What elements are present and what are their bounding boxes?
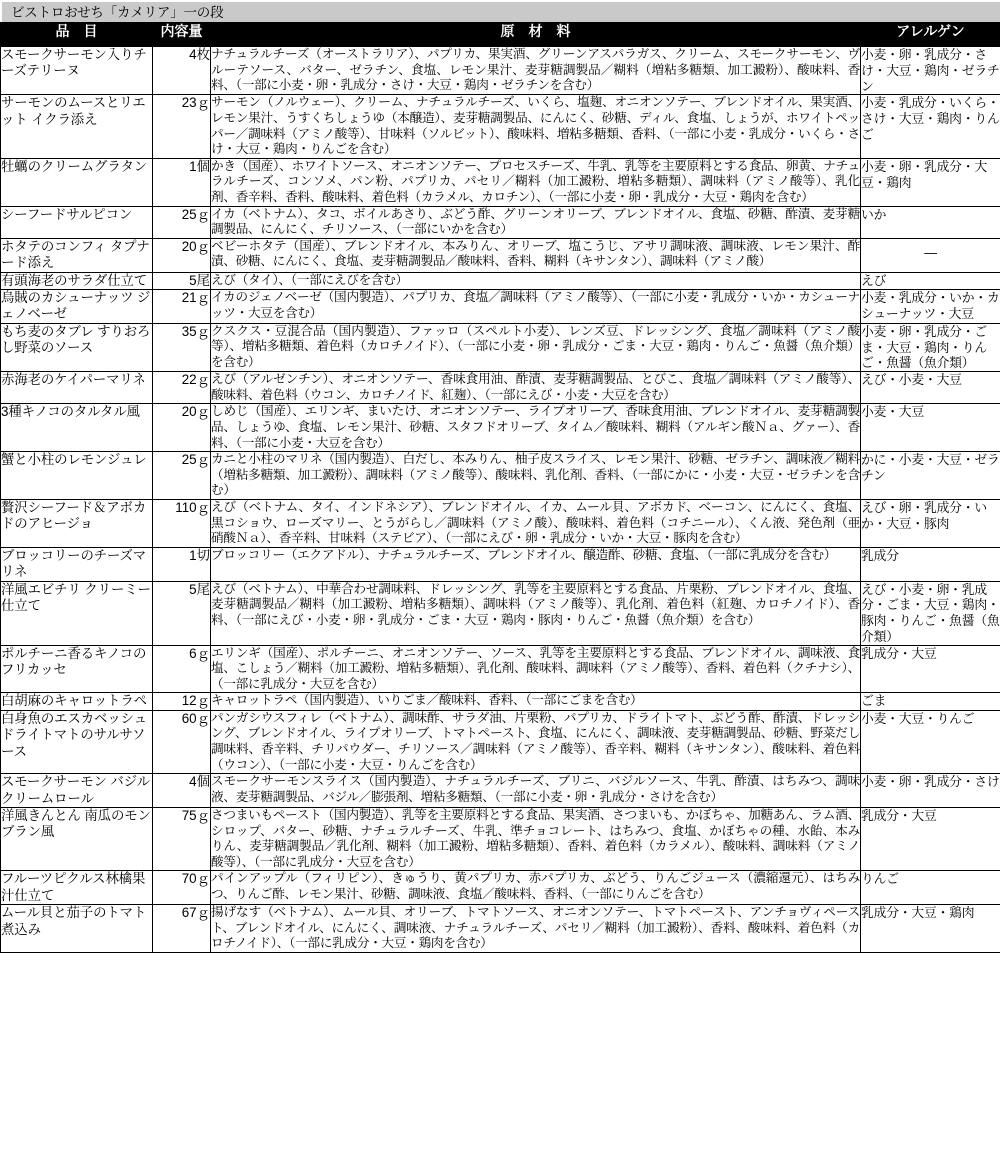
product-title-bar <box>0 0 1000 22</box>
cell-item: ムール貝と茄子のトマト煮込み <box>1 905 153 953</box>
cell-quantity: 12ｇ <box>153 693 211 710</box>
cell-allergen: 乳成分・大豆 <box>861 808 1000 871</box>
table-row <box>1 206 1000 238</box>
cell-allergen: 小麦・卵・乳成分・大豆・鶏肉 <box>861 158 1000 206</box>
cell-item: ブロッコリーのチーズマリネ <box>1 547 153 581</box>
cell-quantity: 4枚 <box>153 47 211 95</box>
table-body <box>1 47 1000 953</box>
cell-allergen: りんご <box>861 871 1000 905</box>
cell-quantity: 110ｇ <box>153 499 211 547</box>
table-row <box>1 272 1000 289</box>
cell-item: スモークサーモン入りチーズテリーヌ <box>1 47 153 95</box>
page-title: ビストロおせち「カメリア」一の段 <box>11 4 224 20</box>
cell-item: シーフードサルピコン <box>1 206 153 238</box>
cell-item: 贅沢シーフード＆アボカドのアヒージョ <box>1 499 153 547</box>
table-row <box>1 871 1000 905</box>
cell-quantity: 6ｇ <box>153 645 211 693</box>
cell-quantity: 35ｇ <box>153 323 211 371</box>
cell-quantity: 67ｇ <box>153 905 211 953</box>
table-row <box>1 547 1000 581</box>
cell-item: 赤海老のケイパーマリネ <box>1 372 153 404</box>
cell-item: もち麦のタブレ すりおろし野菜のソース <box>1 323 153 371</box>
cell-item: 有頭海老のサラダ仕立て <box>1 272 153 289</box>
cell-allergen: 小麦・乳成分・いか・カシューナッツ・大豆 <box>861 289 1000 323</box>
cell-allergen: 小麦・大豆 <box>861 404 1000 452</box>
table-row <box>1 158 1000 206</box>
cell-quantity: 5尾 <box>153 581 211 645</box>
cell-quantity: 20ｇ <box>153 404 211 452</box>
column-header-allergen: アレルゲン <box>861 23 1000 47</box>
table-row <box>1 581 1000 645</box>
cell-quantity: 22ｇ <box>153 372 211 404</box>
table-row <box>1 95 1000 158</box>
cell-allergen: 小麦・卵・乳成分・さけ・大豆・鶏肉・ゼラチン <box>861 47 1000 94</box>
cell-quantity: 25ｇ <box>153 452 211 500</box>
cell-item: 白胡麻のキャロットラペ <box>1 693 153 710</box>
cell-quantity: 20ｇ <box>153 238 211 272</box>
cell-allergen: かに・小麦・大豆・ゼラチン <box>861 452 1000 500</box>
cell-quantity: 1切 <box>153 547 211 581</box>
table-header <box>1 23 1000 47</box>
cell-item: 洋風エビチリ クリーミー仕立て <box>1 581 153 645</box>
cell-ingredients: イカのジェノベーゼ（国内製造）、パプリカ、食塩／調味料（アミノ酸等）、（一部に小麦・乳成分・いか・カシューナッツ・大豆を含む） <box>211 289 861 323</box>
cell-quantity: 4個 <box>153 774 211 808</box>
cell-quantity: 23ｇ <box>153 95 211 158</box>
cell-allergen: えび・小麦・大豆 <box>861 372 1000 404</box>
cell-ingredients: クスクス・豆混合品（国内製造）、ファッロ（スペルト小麦）、レンズ豆、ドレッシング、食塩／調味料（アミノ酸等）、増粘多糖類、着色料（カロチノイド）、（一部に小麦・卵・乳成分・ごま・大豆・鶏肉・りんご・魚醤（魚介類）を含む） <box>211 323 861 371</box>
cell-ingredients: パインアップル（フィリピン）、きゅうり、黄パプリカ、赤パプリカ、ぶどう、りんごジュース（濃縮還元）、はちみつ、りんご酢、レモン果汁、砂糖、調味液、食塩／酸味料、香料、（一部にりんごを含む） <box>211 871 861 905</box>
cell-quantity: 21ｇ <box>153 289 211 323</box>
cell-ingredients: サーモン（ノルウェー）、クリーム、ナチュラルチーズ、いくら、塩麹、オニオンソテー、ブレンドオイル、果実酒、レモン果汁、うすくちしょうゆ（本醸造）、麦芽糖調製品、にんにく、砂糖、ディル、食塩、しょうが、ホワイトペッパー／調味料（アミノ酸等）、甘味料（ソルビット）、酸味料、増粘多糖類、香料、（一部に小麦・乳成分・いくら・さけ・大豆・鶏肉・りんごを含む） <box>211 95 861 158</box>
table-row <box>1 808 1000 871</box>
table-row <box>1 499 1000 547</box>
table-row <box>1 372 1000 404</box>
cell-quantity: 60ｇ <box>153 710 211 773</box>
cell-item: 牡蠣のクリームグラタン <box>1 158 153 206</box>
cell-quantity: 75ｇ <box>153 808 211 871</box>
cell-quantity: 25ｇ <box>153 206 211 238</box>
cell-quantity: 5尾 <box>153 272 211 289</box>
table-row <box>1 452 1000 500</box>
cell-ingredients: エリンギ（国産）、ポルチーニ、オニオンソテー、ソース、乳等を主要原料とする食品、ブレンドオイル、調味液、食塩、こしょう／糊料（加工澱粉、増粘多糖類）、乳化剤、酸味料、調味料（アミノ酸等）、香料、着色料（クチナシ）、（一部に乳成分・大豆を含む） <box>211 645 861 693</box>
cell-allergen: ― <box>861 238 1000 272</box>
table-row <box>1 774 1000 808</box>
cell-allergen: いか <box>861 206 1000 238</box>
cell-allergen: えび・卵・乳成分・いか・大豆・豚肉 <box>861 499 1000 547</box>
cell-allergen: 小麦・乳成分・いくら・さけ・大豆・鶏肉・りんご <box>861 95 1000 158</box>
cell-item: 白身魚のエスカベッシュ ドライトマトのサルサソース <box>1 710 153 773</box>
column-header-quantity: 内容量 <box>153 23 211 47</box>
cell-allergen: 小麦・卵・乳成分・さけ <box>861 774 1000 808</box>
cell-ingredients: しめじ（国産）、エリンギ、まいたけ、オニオンソテー、ライプオリーブ、香味食用油、ブレンドオイル、麦芽糖調製品、しょうゆ、食塩、レモン果汁、砂糖、スタフドオリーブ、タイム／酸味料、糊料（アルギン酸Ｎａ、グァー）、香料、（一部に小麦・大豆を含む） <box>211 404 861 452</box>
cell-quantity: 1個 <box>153 158 211 206</box>
cell-ingredients: イカ（ベトナム）、タコ、ボイルあさり、ぶどう酢、グリーンオリーブ、ブレンドオイル、食塩、砂糖、酢漬、麦芽糖調製品、にんにく、チリソース、（一部にいかを含む） <box>211 206 861 238</box>
cell-item: 3種キノコのタルタル風 <box>1 404 153 452</box>
cell-item: 洋風きんとん 南瓜のモンブラン風 <box>1 808 153 871</box>
cell-quantity: 70ｇ <box>153 871 211 905</box>
cell-ingredients: かき（国産）、ホワイトソース、オニオンソテー、プロセスチーズ、牛乳、乳等を主要原料とする食品、卵黄、ナチュラルチーズ、コンソメ、パン粉、パプリカ、パセリ／糊料（加工澱粉、増粘多糖類）、調味料（アミノ酸等）、乳化剤、香辛料、香料、酸味料、着色料（カラメル、カロチン）、（一部に小麦・卵・乳成分・大豆・鶏肉を含む） <box>211 158 861 206</box>
cell-ingredients: カニと小柱のマリネ（国内製造）、白だし、本みりん、柚子皮スライス、レモン果汁、砂糖、ゼラチン、調味液／糊料（増粘多糖類、加工澱粉）、調味料（アミノ酸等）、酸味料、乳化剤、香料、（一部にかに・小麦・大豆・ゼラチンを含む） <box>211 452 861 500</box>
column-header-ingredients: 原 材 料 <box>211 23 861 47</box>
cell-allergen: えび <box>861 272 1000 289</box>
ingredients-table <box>0 22 1000 953</box>
cell-ingredients: えび（ベトナム、タイ、インドネシア）、ブレンドオイル、イカ、ムール貝、アボカド、ベーコン、にんにく、食塩、黒コショウ、ローズマリー、とうがらし／調味料（アミノ酸）、酸味料、着色料（コチニール）、くん液、発色剤（亜硝酸Ｎａ）、香辛料、甘味料（ステビア）、（一部にえび・卵・乳成分・いか・大豆・豚肉を含む） <box>211 499 861 547</box>
cell-ingredients: パンガシウスフィレ（ベトナム）、調味酢、サラダ油、片栗粉、パプリカ、ドライトマト、ぶどう酢、酢漬、ドレッシング、ブレンドオイル、ライプオリーブ、トマトペースト、食塩、にんにく、調味液、麦芽糖調製品、砂糖、野菜だし調味料、香辛料、チリパウダー、チリソース／調味料（アミノ酸等）、香辛料、糊料（キサンタン）、酸味料、着色料（ウコン）、（一部に小麦・大豆・りんごを含む） <box>211 710 861 773</box>
cell-ingredients: ナチュラルチーズ（オーストラリア）、パプリカ、果実酒、グリーンアスパラガス、クリーム、スモークサーモン、ヴルーテソース、バター、ゼラチン、食塩、レモン果汁、麦芽糖調製品／糊料（増粘多糖類、加工澱粉）、酸味料、香料、（一部に小麦・卵・乳成分・さけ・大豆・鶏肉・ゼラチンを含む） <box>211 47 861 95</box>
cell-ingredients: ブロッコリー（エクアドル）、ナチュラルチーズ、ブレンドオイル、醸造酢、砂糖、食塩、（一部に乳成分を含む） <box>211 547 861 581</box>
cell-item: ホタテのコンフィ タプナード添え <box>1 238 153 272</box>
cell-allergen: 乳成分・大豆・鶏肉 <box>861 905 1000 953</box>
cell-item: フルーツピクルス林檎果汁仕立て <box>1 871 153 905</box>
cell-allergen: えび・小麦・卵・乳成分・ごま・大豆・鶏肉・豚肉・りんご・魚醤（魚介類） <box>861 581 1000 644</box>
table-header-row <box>1 23 1000 47</box>
cell-allergen: 小麦・卵・乳成分・ごま・大豆・鶏肉・りんご・魚醤（魚介類） <box>861 323 1000 371</box>
table-row <box>1 47 1000 95</box>
column-header-item: 品 目 <box>1 23 153 47</box>
cell-item: サーモンのムースとリエット イクラ添え <box>1 95 153 158</box>
table-row <box>1 323 1000 371</box>
table-row <box>1 289 1000 323</box>
cell-item: 烏賊のカシューナッツ ジェノベーゼ <box>1 289 153 323</box>
table-row <box>1 905 1000 953</box>
table-row <box>1 710 1000 773</box>
cell-ingredients: さつまいもペースト（国内製造）、乳等を主要原料とする食品、果実酒、さつまいも、かぼちゃ、加糖あん、ラム酒、シロップ、バター、砂糖、ナチュラルチーズ、牛乳、準チョコレート、はちみつ、食塩、かぼちゃの種、水飴、本みりん、麦芽糖調製品／乳化剤、糊料（加工澱粉、増粘多糖類）、香料、着色料（カラメル）、酸味料、調味料（アミノ酸等）、（一部に乳成分・大豆を含む） <box>211 808 861 871</box>
cell-item: ポルチーニ香るキノコのフリカッセ <box>1 645 153 693</box>
cell-ingredients: 揚げなす（ベトナム）、ムール貝、オリーブ、トマトソース、オニオンソテー、トマトペースト、アンチョヴィペースト、ブレンドオイル、にんにく、調味液、ナチュラルチーズ、パセリ／糊料（加工澱粉）、香料、酸味料、着色料（カロチノイド）、（一部に乳成分・大豆・鶏肉を含む） <box>211 905 861 953</box>
cell-ingredients: えび（タイ）、（一部にえびを含む） <box>211 272 861 289</box>
cell-item: スモークサーモン バジルクリームロール <box>1 774 153 808</box>
cell-allergen: 小麦・大豆・りんご <box>861 710 1000 773</box>
table-row <box>1 404 1000 452</box>
cell-ingredients: キャロットラペ（国内製造）、いりごま／酸味料、香料、（一部にごまを含む） <box>211 693 861 710</box>
cell-allergen: ごま <box>861 693 1000 710</box>
cell-ingredients: ベビーホタテ（国産）、ブレンドオイル、本みりん、オリーブ、塩こうじ、アサリ調味液、調味液、レモン果汁、酢漬、砂糖、にんにく、食塩、麦芽糖調製品／酸味料、香料、糊料（キサンタン）、調味料（アミノ酸） <box>211 238 861 272</box>
cell-allergen: 乳成分 <box>861 547 1000 581</box>
cell-ingredients: えび（アルゼンチン）、オニオンソテー、香味食用油、酢漬、麦芽糖調製品、とびこ、食塩／調味料（アミノ酸等）、酸味料、着色料（ウコン、カロチノイド、紅麹）、（一部にえび・小麦・大豆を含む） <box>211 372 861 404</box>
cell-item: 蟹と小柱のレモンジュレ <box>1 452 153 500</box>
cell-ingredients: スモークサーモンスライス（国内製造）、ナチュラルチーズ、ブリニ、バジルソース、牛乳、酢漬、はちみつ、調味液、麦芽糖調製品、バジル／膨張剤、増粘多糖類、（一部に小麦・卵・乳成分・さけを含む） <box>211 774 861 808</box>
cell-ingredients: えび（ベトナム）、中華合わせ調味料、ドレッシング、乳等を主要原料とする食品、片栗粉、ブレンドオイル、食塩、麦芽糖調製品／糊料（加工澱粉、増粘多糖類）、調味料（アミノ酸等）、乳化剤、着色料（紅麹、カロチノイド）、香料、（一部にえび・小麦・卵・乳成分・ごま・大豆・鶏肉・豚肉・りんご・魚醤（魚介類）を含む） <box>211 581 861 645</box>
table-row <box>1 645 1000 693</box>
table-row <box>1 693 1000 710</box>
table-row <box>1 238 1000 272</box>
cell-allergen: 乳成分・大豆 <box>861 645 1000 693</box>
